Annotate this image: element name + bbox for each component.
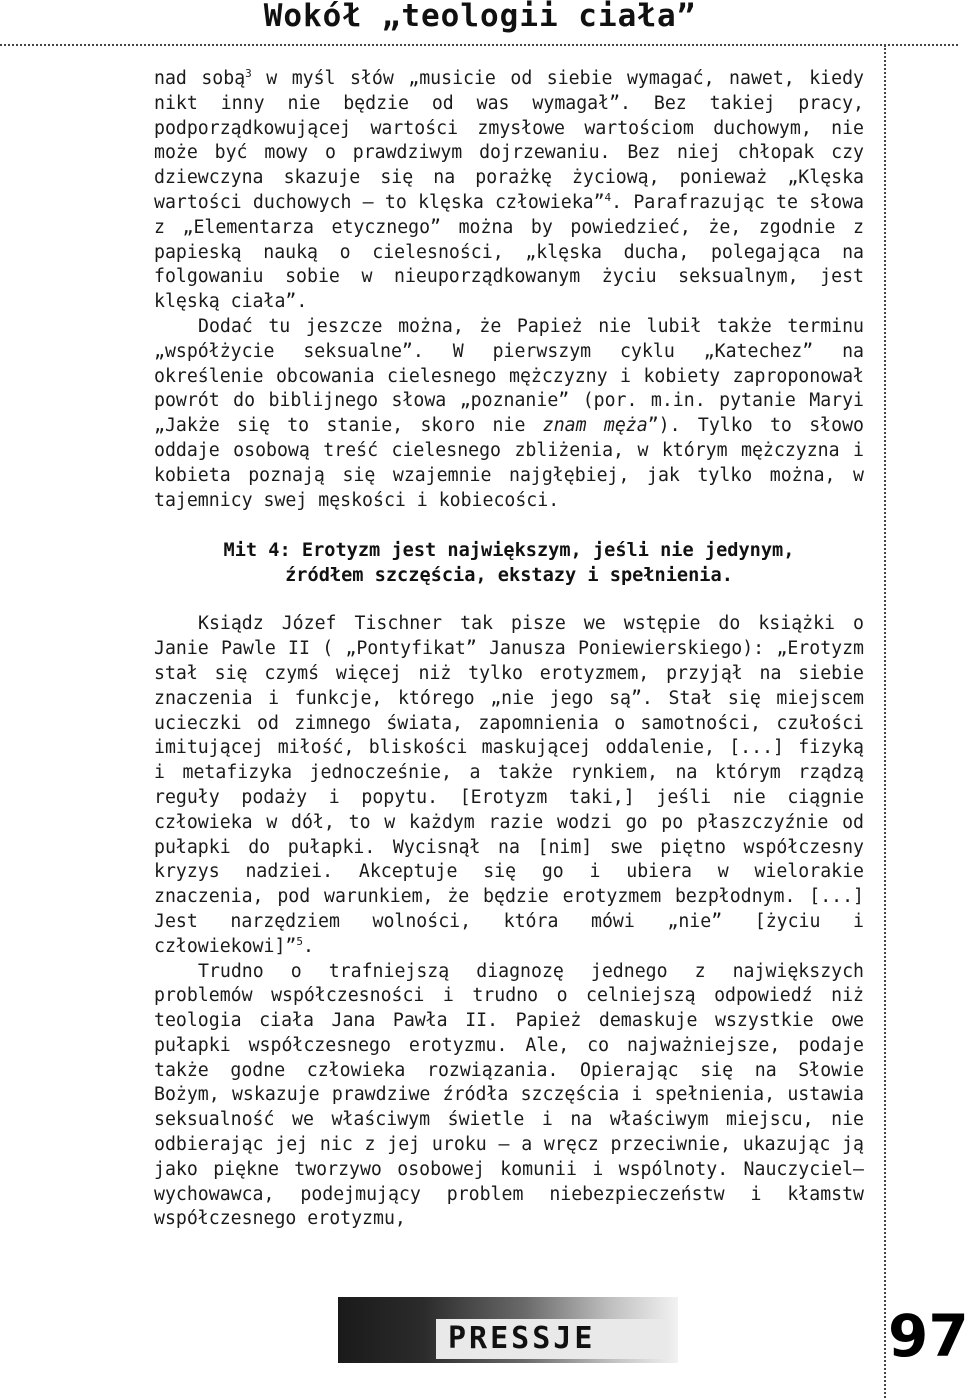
paragraph-4: Trudno o trafniejszą diagnozę jednego z największych problemów współczesności i trudno o celniejszą odpowiedź niż teologia ciała Jana Pawła II. Papież demaskuje wszystkie owe pułapki współczesnego erotyzmu. Ale, co najważniejsze, podaje także godne człowieka rozwiązania. Opierając się na Słowie Bożym, wskazuje prawdziwe źródła szczęścia i spełnienia, ustawia seksualność we właściwym świetle i na właściwym miejscu, nie odbierając jej nic z jej uroku — a wręcz przeciwnie, ukazując ją jako piękne tworzywo osobowej komunii i wspólnoty. Nauczyciel—wychowawca, podejmujący problem niebezpieczeństw i kłamstw współczesnego erotyzmu, [154, 960, 864, 1230]
paragraph-1: nad sobą$^3$ w myśl słów „musicie od siebie wymagać, nawet, kiedy nikt inny nie będzie od was wymagał”. Bez takiej pracy, podporządkowującej wartości zmysłowe wartościom duchowym, nie może być mowy o prawdziwym dojrzewaniu. Bez niej chłopak czy dziewczyna skazuje się na porażkę życiową, ponieważ „Klęska wartości duchowych — to klęska człowieka”$^4$. Parafrazując te słowa z „Elementarza etycznego” można by powiedzieć, że, zgodnie z papieską nauką o cielesności, „klęska ducha, polegająca na folgowaniu sobie w nieuporządkowanym życiu seksualnym, jest klęską ciała”. [154, 66, 864, 313]
italic-quote: znam męża [542, 415, 648, 437]
paragraph-3: Ksiądz Józef Tischner tak pisze we wstępie do książki o Janie Pawle II ( „Pontyfikat” Janusza Poniewierskiego): „Erotyzm stał się czymś więcej niż tylko erotyzmem, przyjął na siebie znaczenia i funkcje, którego „nie jego są”. Stał się miejscem ucieczki od zimnego świata, zapomnienia o samotności, czułości imitującej miłość, bliskości maskującej oddalenie, [...] fizyką i metafizyka jednocześnie, a także rynkiem, na którym rządzą reguły podaży i popytu. [Erotyzm taki,] jeśli nie ciągnie człowieka w dół, to w każdym razie wodzi go po płaszczyźnie od pułapki do pułapki. Wycisnął na [nim] swe piętno współczesny kryzys nadziei. Akceptuje się go i ubiera w wielorakie znaczenia, pod warunkiem, że będzie erotyzmem bezpłodnym. [...] Jest narzędziem wolności, która mówi „nie” [życiu i człowiekowi]”$^5$. [154, 613, 864, 957]
margin-dotted-rule [884, 45, 886, 1398]
article-body [154, 67, 864, 1232]
section-heading-line-1: Mit 4: Erotyzm jest największym, jeśli nie jedynym, [223, 540, 795, 562]
footnote-ref-3: 3 [245, 66, 252, 80]
running-header-title: Wokół „teologii ciała” [263, 0, 697, 34]
page-number: 97 [888, 1302, 969, 1370]
footnote-ref-5: 5 [296, 934, 303, 948]
section-heading-line-2: źródłem szczęścia, ekstazy i spełnienia. [285, 565, 733, 587]
pressje-logo: PRESSJE [436, 1319, 668, 1359]
section-heading [154, 538, 864, 588]
header-dotted-rule [0, 44, 958, 46]
footnote-ref-4: 4 [604, 190, 612, 204]
paragraph-2: Dodać tu jeszcze można, że Papież nie lubił także terminu „współżycie seksualne”. W pierwszym cyklu „Katechez” na określenie obcowania cielesnego mężczyzny i kobiety zaproponował powrót do biblijnego słowa „poznanie” (por. m.in. pytanie Maryi „Jakże się to stanie, skoro nie znam męża”). Tylko to słowo oddaje osobową treść cielesnego zbliżenia, w którym mężczyzna i kobieta poznają się wzajemnie najgłębiej, jak tylko można, w tajemnicy swej męskości i kobiecości. [154, 315, 864, 511]
